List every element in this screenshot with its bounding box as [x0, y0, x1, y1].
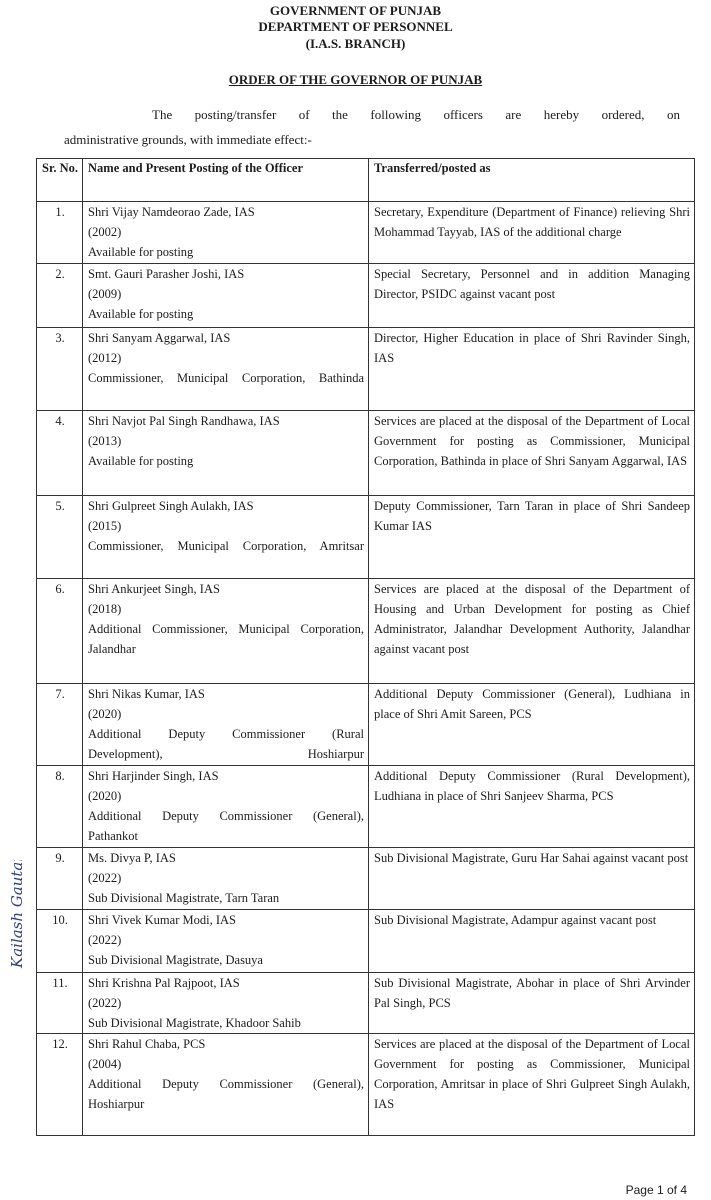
table-row [37, 496, 695, 579]
table-body [37, 202, 695, 1136]
header-branch: (I.A.S. BRANCH) [305, 36, 406, 51]
intro-line-2: administrative grounds, with immediate effect:- [64, 132, 312, 147]
row-officer [83, 202, 369, 264]
row-officer [83, 910, 369, 973]
table-row [37, 766, 695, 848]
row-transfer: Secretary, Expenditure (Department of Finance) relieving Shri Mohammad Tayyab, IAS of the additional charge [369, 202, 695, 264]
officer-posting: Additional Deputy Commissioner (General), Pathankot [88, 809, 364, 843]
table-row [37, 411, 695, 496]
table-row [37, 579, 695, 684]
order-title: ORDER OF THE GOVERNOR OF PUNJAB [228, 72, 483, 87]
row-sr: 12. [37, 1034, 83, 1136]
officer-batch: (2013) [88, 434, 122, 448]
row-transfer: Sub Divisional Magistrate, Guru Har Sahai against vacant post [369, 848, 695, 910]
row-sr: 9. [37, 848, 83, 910]
officer-posting: Additional Deputy Commissioner (Rural Development), Hoshiarpur [88, 727, 364, 761]
table-row [37, 1034, 695, 1136]
officer-batch: (2022) [88, 933, 122, 947]
row-transfer: Sub Divisional Magistrate, Adampur against vacant post [369, 910, 695, 973]
row-transfer: Deputy Commissioner, Tarn Taran in place of Shri Sandeep Kumar IAS [369, 496, 695, 579]
row-transfer: Sub Divisional Magistrate, Abohar in place of Shri Arvinder Pal Singh, PCS [369, 973, 695, 1034]
row-transfer: Special Secretary, Personnel and in addition Managing Director, PSIDC against vacant post [369, 264, 695, 328]
signature-image [4, 860, 30, 970]
row-officer [83, 264, 369, 328]
intro-line-1: The posting/transfer of the following officers are hereby ordered, on [152, 107, 680, 122]
table-row [37, 910, 695, 973]
officer-posting: Sub Divisional Magistrate, Tarn Taran [88, 891, 280, 905]
officer-name: Shri Ankurjeet Singh, IAS [88, 582, 220, 596]
row-sr: 4. [37, 411, 83, 496]
officer-name: Shri Sanyam Aggarwal, IAS [88, 331, 231, 345]
officer-posting: Commissioner, Municipal Corporation, Amritsar [88, 539, 364, 553]
row-sr: 8. [37, 766, 83, 848]
row-officer [83, 411, 369, 496]
officer-batch: (2015) [88, 519, 122, 533]
officer-batch: (2020) [88, 789, 122, 803]
officer-name: Shri Nikas Kumar, IAS [88, 687, 205, 701]
header-sr-no: Sr. No. [37, 159, 83, 202]
row-sr: 5. [37, 496, 83, 579]
handwritten-signature [4, 860, 30, 970]
officer-posting: Available for posting [88, 454, 194, 468]
row-sr: 11. [37, 973, 83, 1034]
officer-name: Shri Harjinder Singh, IAS [88, 769, 219, 783]
officer-name: Shri Krishna Pal Rajpoot, IAS [88, 976, 240, 990]
row-sr: 10. [37, 910, 83, 973]
row-transfer: Director, Higher Education in place of Shri Ravinder Singh, IAS [369, 328, 695, 411]
row-sr: 1. [37, 202, 83, 264]
officer-batch: (2004) [88, 1057, 122, 1071]
row-officer [83, 328, 369, 411]
officer-name: Shri Vivek Kumar Modi, IAS [88, 913, 236, 927]
header-department: DEPARTMENT OF PERSONNEL [258, 19, 453, 34]
officer-batch: (2020) [88, 707, 122, 721]
table-row [37, 202, 695, 264]
transfer-orders-table [36, 158, 695, 1136]
row-officer [83, 496, 369, 579]
officer-batch: (2022) [88, 871, 122, 885]
officer-posting: Available for posting [88, 245, 194, 259]
row-sr: 2. [37, 264, 83, 328]
header-name-posting: Name and Present Posting of the Officer [83, 159, 369, 202]
table-row [37, 264, 695, 328]
officer-name: Shri Vijay Namdeorao Zade, IAS [88, 205, 255, 219]
row-officer [83, 973, 369, 1034]
officer-name: Smt. Gauri Parasher Joshi, IAS [88, 267, 245, 281]
row-transfer: Services are placed at the disposal of the Department of Housing and Urban Development for posting as Chief Administrator, Jalandhar Development Authority, Jalandhar against vacant post [369, 579, 695, 684]
officer-batch: (2012) [88, 351, 122, 365]
header-transferred: Transferred/posted as [369, 159, 695, 202]
officer-posting: Available for posting [88, 307, 194, 321]
row-officer [83, 766, 369, 848]
row-officer [83, 1034, 369, 1136]
row-officer [83, 684, 369, 766]
officer-posting: Commissioner, Municipal Corporation, Bathinda [88, 371, 364, 385]
row-transfer: Services are placed at the disposal of the Department of Local Government for posting as Commissioner, Municipal Corporation, Amritsar in place of Shri Gulpreet Singh Aulakh, IAS [369, 1034, 695, 1136]
officer-posting: Sub Divisional Magistrate, Dasuya [88, 953, 263, 967]
row-sr: 3. [37, 328, 83, 411]
officer-name: Shri Navjot Pal Singh Randhawa, IAS [88, 414, 280, 428]
officer-name: Shri Rahul Chaba, PCS [88, 1037, 206, 1051]
row-sr: 7. [37, 684, 83, 766]
officer-batch: (2002) [88, 225, 122, 239]
officer-name: Shri Gulpreet Singh Aulakh, IAS [88, 499, 254, 513]
officer-posting: Sub Divisional Magistrate, Khadoor Sahib [88, 1016, 301, 1030]
row-officer [83, 848, 369, 910]
table-row [37, 684, 695, 766]
table-row [37, 973, 695, 1034]
officer-posting: Additional Deputy Commissioner (General), Hoshiarpur [88, 1077, 364, 1111]
row-transfer: Additional Deputy Commissioner (Rural Development), Ludhiana in place of Shri Sanjeev Sharma, PCS [369, 766, 695, 848]
officer-name: Ms. Divya P, IAS [88, 851, 176, 865]
page-number: Page 1 of 4 [625, 1183, 687, 1197]
header-government: GOVERNMENT OF PUNJAB [269, 3, 442, 18]
officer-batch: (2022) [88, 996, 122, 1010]
row-sr: 6. [37, 579, 83, 684]
table-row [37, 848, 695, 910]
officer-batch: (2018) [88, 602, 122, 616]
signature-text: Kailash Gautam [8, 860, 26, 968]
row-transfer: Services are placed at the disposal of the Department of Local Government for posting as Commissioner, Municipal Corporation, Bathinda in place of Shri Sanyam Aggarwal, IAS [369, 411, 695, 496]
table-header-row [37, 159, 695, 202]
row-transfer: Additional Deputy Commissioner (General), Ludhiana in place of Shri Amit Sareen, PCS [369, 684, 695, 766]
officer-batch: (2009) [88, 287, 122, 301]
row-officer [83, 579, 369, 684]
officer-posting: Additional Commissioner, Municipal Corporation, Jalandhar [88, 622, 364, 656]
table-row [37, 328, 695, 411]
